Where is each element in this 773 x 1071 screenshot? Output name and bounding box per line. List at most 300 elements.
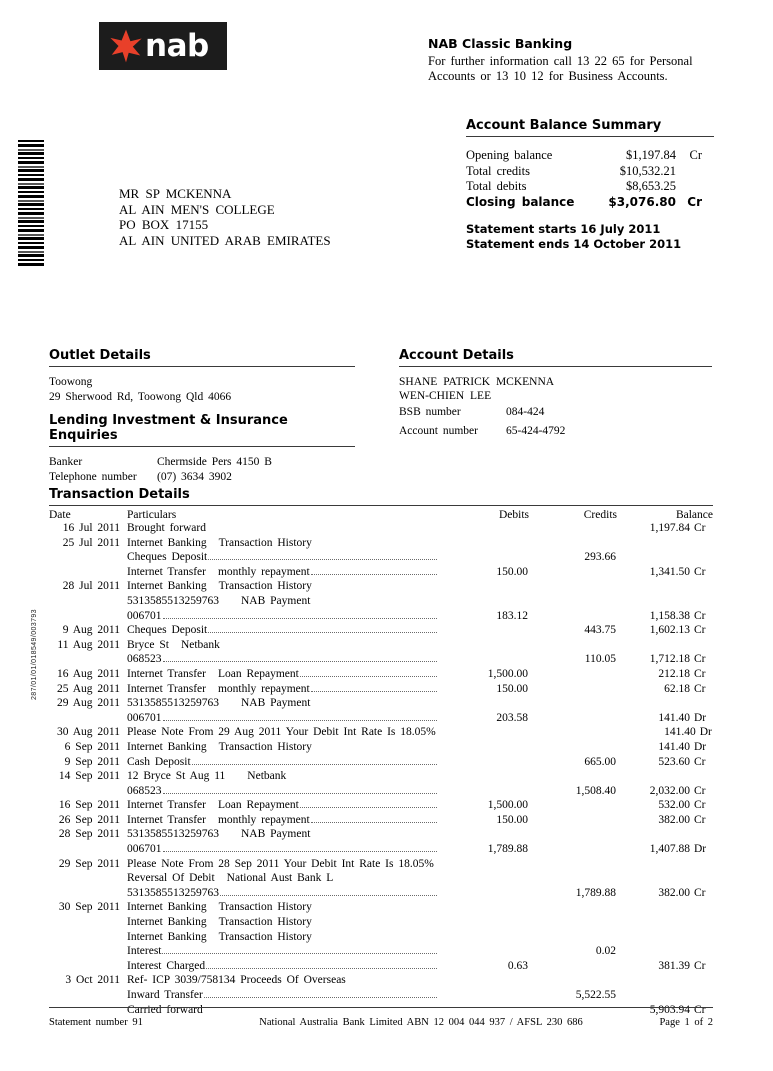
transactions-title: Transaction Details (49, 487, 190, 502)
transaction-balance (616, 740, 713, 755)
transaction-details (49, 487, 713, 1017)
transaction-particulars (127, 798, 440, 813)
transaction-particulars (127, 944, 440, 959)
transaction-balance (616, 1003, 713, 1018)
particulars-secondary: Loan Repayment (217, 799, 299, 812)
particulars-secondary: Transaction History (218, 740, 312, 753)
balance-suffix (676, 179, 706, 195)
balance-value: 1,712.18 (649, 653, 690, 666)
balance-summary-title: Account Balance Summary (466, 118, 662, 133)
transaction-debit: 150.00 (496, 565, 528, 578)
telephone-row (49, 470, 355, 485)
particulars-secondary: monthly repayment (217, 565, 310, 578)
particulars-primary: Internet Banking (127, 916, 207, 929)
logo-text: nab (145, 27, 209, 64)
transaction-particulars (127, 857, 444, 872)
account-details-title: Account Details (399, 348, 514, 363)
balance-value: 382.00 (658, 813, 690, 826)
contact-line-2: Accounts or 13 10 12 for Business Accounts. (428, 69, 668, 83)
transaction-particulars (127, 930, 440, 945)
leader-dots (220, 894, 437, 896)
balance-indicator: Cr (694, 799, 706, 812)
addressee-line-2: AL AIN MEN'S COLLEGE (119, 201, 275, 217)
leader-dots (207, 530, 437, 531)
transactions-header-row (49, 506, 713, 521)
transaction-row (49, 725, 713, 740)
particulars-primary: Internet Banking (127, 930, 207, 943)
transaction-particulars (127, 871, 440, 886)
transaction-row (49, 900, 713, 915)
balance-amount: $10,532.21 (619, 163, 676, 178)
addressee-line-4: AL AIN UNITED ARAB EMIRATES (119, 232, 331, 248)
particulars-secondary: Transaction History (218, 580, 312, 593)
transaction-row (49, 623, 713, 638)
leader-dots (311, 690, 437, 692)
transaction-row (49, 959, 713, 974)
divider (49, 366, 355, 367)
balance-indicator: Cr (694, 959, 706, 972)
transaction-date: 14 Sep 2011 (58, 770, 120, 783)
transaction-date: 11 Aug 2011 (57, 638, 120, 651)
balance-label: Opening balance (466, 148, 553, 162)
transaction-row (49, 769, 713, 784)
particulars-primary: Internet Transfer (127, 682, 206, 695)
transaction-debit: 0.63 (507, 959, 528, 972)
transactions-body (49, 521, 713, 1017)
balance-value: 523.60 (658, 755, 690, 768)
account-number-row (399, 422, 712, 441)
product-title: NAB Classic Banking (428, 36, 573, 51)
transaction-balance (622, 725, 719, 740)
particulars-secondary: monthly repayment (217, 682, 310, 695)
transaction-particulars (127, 988, 440, 1003)
transaction-particulars (127, 594, 440, 609)
transaction-row (49, 579, 713, 594)
transaction-date: 29 Sep 2011 (58, 857, 120, 870)
balance-indicator: Dr (694, 711, 707, 724)
banker-value: Chermside Pers 4150 B (157, 456, 272, 468)
transaction-balance (616, 813, 713, 828)
transaction-row (49, 871, 713, 886)
leader-dots (206, 967, 437, 969)
particulars-secondary: Transaction History (218, 930, 312, 943)
header-info (428, 36, 728, 84)
transaction-row (49, 550, 713, 565)
lending-title: Lending Investment & Insurance Enquiries (49, 413, 288, 443)
transaction-row (49, 944, 713, 959)
addressee-block (119, 186, 331, 248)
balance-indicator: Dr (699, 726, 712, 739)
leader-dots (163, 792, 438, 794)
transaction-particulars (127, 536, 440, 551)
transaction-row (49, 536, 713, 551)
particulars-primary: 006701 (127, 843, 162, 856)
transaction-particulars (127, 915, 440, 930)
balance-indicator: Cr (694, 784, 706, 797)
transaction-debit: 1,789.88 (487, 843, 528, 856)
transaction-debit: 150.00 (496, 682, 528, 695)
particulars-primary: Inward Transfer (127, 989, 203, 1001)
particulars-primary: Internet Transfer (127, 799, 206, 812)
particulars-primary: Cheques Deposit (127, 551, 208, 564)
transaction-particulars (127, 755, 440, 770)
balance-label: Total credits (466, 163, 530, 178)
balance-rows (466, 148, 714, 210)
transaction-particulars (127, 813, 440, 828)
leader-dots (163, 617, 438, 619)
account-holders (399, 375, 712, 403)
leader-dots (311, 603, 437, 604)
leader-dots (313, 924, 437, 925)
leader-dots (287, 778, 437, 779)
transaction-balance (616, 886, 713, 901)
leader-dots (208, 558, 437, 560)
column-header-credits: Credits (583, 509, 617, 521)
transaction-particulars (127, 550, 440, 565)
statement-period (466, 222, 714, 252)
statement-ends: Statement ends 14 October 2011 (466, 237, 682, 251)
balance-label: Total debits (466, 179, 527, 193)
balance-label: Closing balance (466, 194, 575, 209)
transaction-balance (616, 959, 713, 974)
transaction-debit: 183.12 (496, 609, 528, 622)
transaction-row (49, 988, 713, 1003)
account-holder-2: WEN-CHIEN LEE (399, 390, 492, 402)
contact-line-1: For further information call 13 22 65 for Personal (428, 54, 693, 68)
particulars-primary: Internet Transfer (127, 813, 206, 826)
transaction-credit: 293.66 (584, 551, 616, 564)
account-details (399, 348, 712, 441)
particulars-primary: Cheques Deposit (127, 624, 208, 637)
transaction-particulars (127, 740, 440, 755)
balance-value: 1,602.13 (649, 624, 690, 637)
leader-dots (163, 719, 438, 721)
transaction-credit: 665.00 (584, 755, 616, 768)
column-header-date: Date (49, 509, 71, 521)
transaction-balance (616, 565, 713, 580)
particulars-primary: Internet Transfer (127, 667, 206, 680)
transaction-particulars (127, 579, 440, 594)
transaction-debit: 1,500.00 (487, 799, 528, 812)
particulars-secondary: NAB Payment (241, 594, 311, 607)
transaction-row (49, 813, 713, 828)
transaction-particulars (127, 973, 440, 988)
transaction-particulars (127, 609, 440, 624)
transaction-balance (616, 755, 713, 770)
particulars-secondary: Transaction History (218, 916, 312, 929)
column-header-particulars: Particulars (127, 509, 177, 521)
account-holder-1: SHANE PATRICK MCKENNA (399, 376, 555, 388)
transaction-balance (616, 667, 713, 682)
transaction-particulars (127, 623, 440, 638)
transaction-particulars (127, 652, 440, 667)
transaction-row (49, 857, 713, 872)
transaction-row (49, 1003, 713, 1018)
particulars-primary: 5313585513259763 (127, 828, 219, 841)
balance-suffix: Cr (689, 148, 702, 162)
banker-row (49, 455, 355, 470)
transaction-balance (616, 609, 713, 624)
leader-dots (192, 763, 437, 765)
page-footer (49, 1017, 713, 1028)
transaction-particulars (127, 638, 440, 653)
leader-dots (435, 866, 441, 867)
particulars-primary: Internet Banking (127, 536, 207, 549)
transaction-row (49, 886, 713, 901)
transaction-balance (616, 623, 713, 638)
lending-enquiries (49, 413, 355, 485)
transaction-row (49, 638, 713, 653)
divider (466, 136, 714, 137)
transaction-row (49, 609, 713, 624)
transaction-particulars (127, 696, 440, 711)
transaction-row (49, 842, 713, 857)
transaction-date: 3 Oct 2011 (65, 974, 120, 987)
leader-dots (221, 647, 437, 648)
barcode (18, 140, 44, 268)
particulars-primary: Internet Banking (127, 580, 207, 593)
particulars-primary: Bryce St (127, 638, 169, 651)
transaction-row (49, 594, 713, 609)
leader-dots (313, 909, 437, 910)
particulars-secondary: Netbank (180, 638, 220, 651)
balance-value: 1,341.50 (649, 565, 690, 578)
bsb-label: BSB number (399, 406, 461, 418)
balance-suffix: Cr (687, 194, 702, 209)
particulars-primary: 006701 (127, 609, 162, 622)
particulars-primary: 5313585513259763 (127, 697, 219, 710)
particulars-primary: Internet Banking (127, 740, 207, 753)
balance-suffix (676, 164, 706, 180)
transaction-date: 6 Sep 2011 (64, 740, 120, 753)
transaction-date: 16 Jul 2011 (62, 522, 120, 534)
leader-dots (311, 836, 437, 837)
leader-dots (300, 675, 437, 677)
balance-indicator: Cr (694, 682, 706, 695)
bsb-row (399, 403, 712, 422)
transaction-date: 28 Jul 2011 (62, 580, 120, 593)
transaction-particulars (127, 667, 440, 682)
transaction-row (49, 521, 713, 536)
transaction-balance (616, 682, 713, 697)
balance-value: 1,197.84 (649, 522, 690, 534)
balance-indicator: Cr (694, 624, 706, 637)
particulars-secondary: Transaction History (218, 536, 312, 549)
transaction-row (49, 711, 713, 726)
transaction-balance (616, 521, 713, 536)
balance-value: 141.40 (658, 711, 690, 724)
particulars-primary: Reversal Of Debit (127, 872, 215, 885)
leader-dots (334, 880, 437, 881)
transaction-particulars (127, 886, 440, 901)
balance-row (466, 179, 714, 195)
particulars-primary: Carried forward (127, 1003, 203, 1016)
transaction-credit: 1,789.88 (575, 886, 616, 899)
balance-indicator: Cr (694, 886, 706, 899)
leader-dots (208, 631, 437, 633)
particulars-secondary: Transaction History (218, 901, 312, 914)
account-number-value: 65-424-4792 (506, 425, 566, 437)
transaction-row (49, 565, 713, 580)
transaction-credit: 5,522.55 (575, 989, 616, 1001)
particulars-secondary: Netbank (247, 770, 287, 783)
leader-dots (313, 939, 437, 940)
balance-indicator: Cr (694, 565, 706, 578)
particulars-primary: Ref- ICP 3039/758134 Proceeds Of Overseas (127, 974, 346, 987)
transaction-row (49, 652, 713, 667)
transaction-date: 30 Aug 2011 (57, 726, 120, 739)
particulars-primary: Please Note From 29 Aug 2011 Your Debit Int Rate Is 18.05% (127, 726, 436, 739)
particulars-primary: Interest Charged (127, 959, 206, 972)
outlet-details (49, 348, 355, 404)
balance-value: 212.18 (658, 667, 690, 680)
transaction-date: 30 Sep 2011 (58, 901, 120, 914)
particulars-primary: Brought forward (127, 522, 206, 534)
transaction-balance (616, 652, 713, 667)
particulars-primary: 068523 (127, 653, 162, 666)
balance-indicator: Cr (694, 667, 706, 680)
leader-dots (204, 996, 437, 998)
transaction-date: 25 Jul 2011 (62, 536, 120, 549)
transaction-particulars (127, 725, 446, 740)
leader-dots (313, 588, 437, 589)
transaction-particulars (127, 959, 440, 974)
transaction-date: 9 Aug 2011 (62, 624, 120, 637)
telephone-value: (07) 3634 3902 (157, 471, 232, 483)
addressee-name: MR SP MCKENNA (119, 186, 232, 201)
transaction-particulars (127, 900, 440, 915)
transaction-credit: 1,508.40 (575, 784, 616, 797)
balance-indicator: Dr (694, 740, 707, 753)
telephone-label: Telephone number (49, 471, 137, 483)
particulars-secondary: National Aust Bank L (226, 872, 334, 885)
transaction-credit: 0.02 (595, 945, 616, 958)
transaction-date: 16 Aug 2011 (57, 667, 120, 680)
leader-dots (163, 850, 438, 852)
transaction-credit: 443.75 (584, 624, 616, 637)
balance-indicator: Cr (694, 813, 706, 826)
balance-indicator: Cr (694, 755, 706, 768)
transaction-balance (616, 798, 713, 813)
balance-row (466, 164, 714, 180)
leader-dots (437, 734, 443, 735)
balance-indicator: Dr (694, 843, 707, 856)
transaction-row (49, 667, 713, 682)
transaction-particulars (127, 682, 440, 697)
transaction-row (49, 930, 713, 945)
particulars-primary: Please Note From 28 Sep 2011 Your Debit Int Rate Is 18.05% (127, 857, 434, 870)
transaction-particulars (127, 565, 440, 580)
addressee-line-3: PO BOX 17155 (119, 217, 209, 232)
closing-balance-row (466, 195, 714, 211)
leader-dots (311, 705, 437, 706)
outlet-title: Outlet Details (49, 348, 151, 363)
transaction-particulars (127, 769, 440, 784)
balance-value: 382.00 (658, 886, 690, 899)
balance-row (466, 148, 714, 164)
leader-dots (313, 545, 437, 546)
transaction-date: 9 Sep 2011 (64, 755, 120, 768)
transaction-balance (616, 842, 713, 857)
balance-value: 1,407.88 (649, 843, 690, 856)
outlet-name: Toowong (49, 376, 93, 388)
balance-amount: $8,653.25 (626, 179, 676, 193)
balance-value: 532.00 (658, 799, 690, 812)
particulars-secondary: Loan Repayment (217, 667, 299, 680)
transaction-particulars (127, 711, 440, 726)
balance-indicator: Cr (694, 609, 706, 622)
balance-value: 381.39 (658, 959, 690, 972)
document-reference: 287/01/01/018549/003793 (31, 609, 38, 700)
transaction-row (49, 696, 713, 711)
statement-starts: Statement starts 16 July 2011 (466, 222, 661, 236)
transaction-row (49, 827, 713, 842)
account-balance-summary (466, 118, 714, 252)
transaction-row (49, 682, 713, 697)
column-header-balance: Balance (675, 509, 713, 521)
transaction-row (49, 755, 713, 770)
transaction-balance (616, 784, 713, 799)
transaction-particulars (127, 842, 440, 857)
balance-amount: $1,197.84 (626, 148, 676, 162)
balance-value: 141.40 (664, 726, 696, 739)
transaction-debit: 150.00 (496, 813, 528, 826)
transaction-date: 28 Sep 2011 (58, 828, 120, 841)
particulars-primary: 5313585513259763 (127, 594, 219, 607)
balance-value: 2,032.00 (649, 784, 690, 797)
transaction-row (49, 740, 713, 755)
leader-dots (311, 821, 437, 823)
transaction-debit: 1,500.00 (487, 667, 528, 680)
banker-label: Banker (49, 456, 83, 468)
transaction-row (49, 784, 713, 799)
particulars-secondary: monthly repayment (217, 813, 310, 826)
bsb-value: 084-424 (506, 406, 545, 418)
particulars-primary: Internet Banking (127, 901, 207, 914)
balance-indicator: Cr (694, 522, 706, 534)
leader-dots (300, 806, 437, 808)
balance-value: 62.18 (664, 682, 690, 695)
particulars-primary: 5313585513259763 (127, 886, 219, 899)
transaction-date: 29 Aug 2011 (57, 697, 120, 710)
transaction-date: 25 Aug 2011 (57, 682, 120, 695)
transaction-date: 26 Sep 2011 (58, 813, 120, 826)
balance-value: 1,158.38 (649, 609, 690, 622)
divider (49, 446, 355, 447)
transaction-particulars (127, 784, 440, 799)
transaction-particulars (127, 827, 440, 842)
transaction-row (49, 915, 713, 930)
transaction-credit: 110.05 (584, 653, 616, 666)
leader-dots (163, 660, 438, 662)
particulars-primary: Interest (127, 945, 162, 958)
balance-value: 141.40 (658, 740, 690, 753)
particulars-primary: Cash Deposit (127, 755, 191, 768)
legal-entity-text: National Australia Bank Limited ABN 12 004 044 937 / AFSL 230 686 (259, 1017, 583, 1028)
page-number: Page 1 of 2 (659, 1017, 713, 1028)
transaction-row (49, 973, 713, 988)
account-number-label: Account number (399, 425, 478, 437)
leader-dots (311, 573, 437, 575)
particulars-primary: Internet Transfer (127, 565, 206, 578)
footer-divider (49, 1007, 713, 1008)
column-header-debits: Debits (498, 509, 529, 521)
particulars-secondary: NAB Payment (241, 697, 311, 710)
nab-logo (99, 22, 227, 70)
outlet-address: 29 Sherwood Rd, Toowong Qld 4066 (49, 390, 232, 403)
transaction-particulars (127, 1003, 440, 1018)
statement-number: Statement number 91 (49, 1017, 143, 1028)
